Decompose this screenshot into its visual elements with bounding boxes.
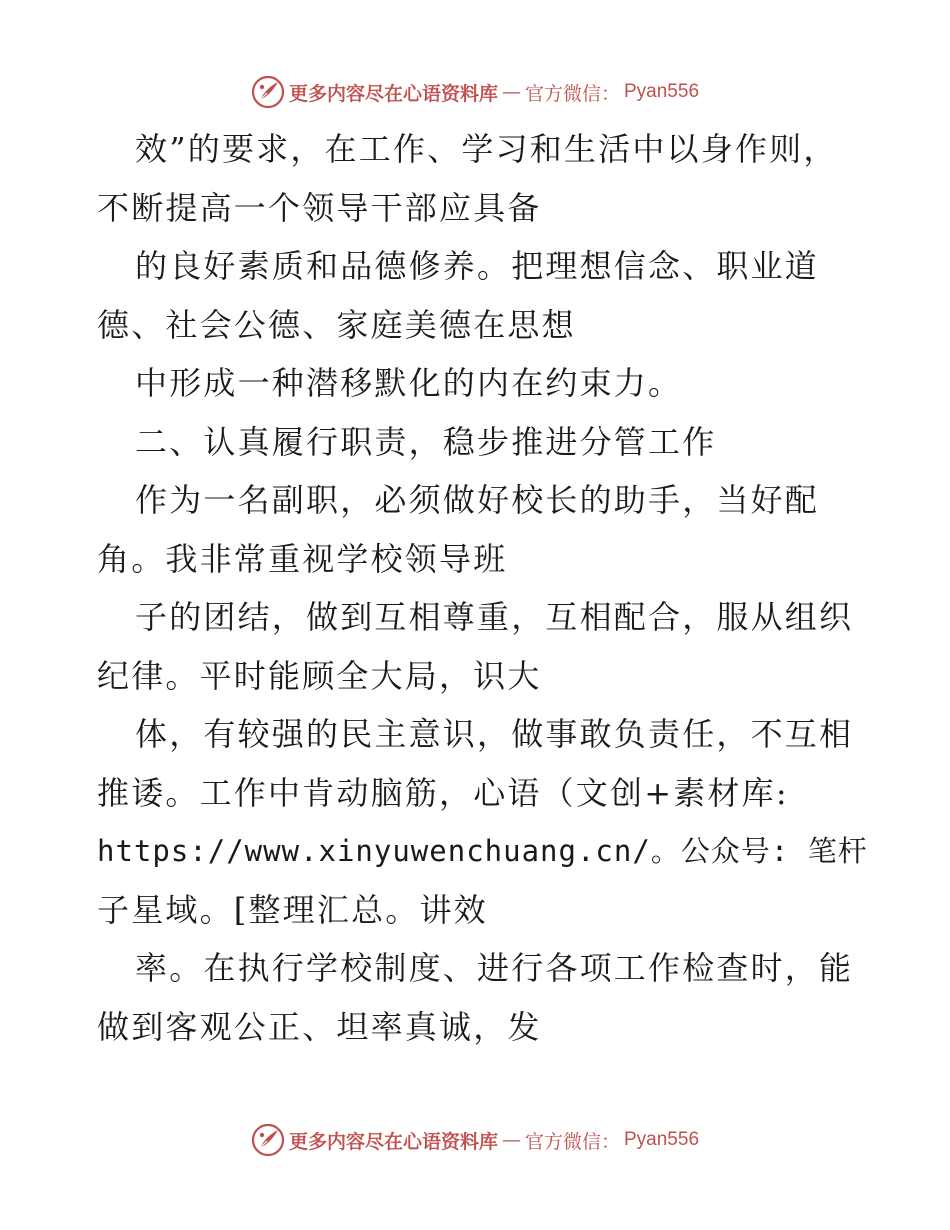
body-line: 德、社会公德、家庭美德在思想 [97, 305, 576, 344]
header-watermark-banner [0, 72, 950, 112]
footer-wechat-label: 官方微信： [524, 1130, 620, 1153]
section-heading: 二、认真履行职责，稳步推进分管工作 [135, 422, 717, 461]
feather-pen-logo-icon [251, 75, 285, 109]
body-line: 纪律。平时能顾全大局，识大 [97, 656, 542, 695]
header-separator: — [501, 81, 521, 103]
footer-separator: — [501, 1129, 521, 1151]
body-line: 效”的要求，在工作、学习和生活中以身作则， [135, 130, 838, 168]
body-line: 做到客观公正、坦率真诚，发 [97, 1007, 542, 1046]
document-body [97, 120, 868, 1056]
body-line: 子星域。[整理汇总。讲效 [97, 890, 488, 929]
header-site-text: 更多内容尽在心语资料库 [288, 82, 498, 105]
body-line: 体，有较强的民主意识，做事敢负责任，不互相 [135, 715, 854, 753]
footer-site-text: 更多内容尽在心语资料库 [288, 1130, 498, 1153]
footer-wechat-id: Pyan556 [624, 1129, 700, 1150]
body-line: 角。我非常重视学校领导班 [97, 539, 508, 578]
body-line: 推诿。工作中肯动脑筋，心语（文创+素材库: [97, 773, 789, 812]
body-line: 作为一名副职，必须做好校长的助手，当好配 [135, 481, 820, 519]
body-line: 子的团结，做到互相尊重，互相配合，服从组织 [135, 598, 854, 636]
footer-watermark-banner [0, 1120, 950, 1160]
body-line: 的良好素质和品德修养。把理想信念、职业道 [135, 247, 820, 285]
body-line: 率。在执行学校制度、进行各项工作检查时，能 [135, 949, 854, 987]
header-wechat-id: Pyan556 [624, 81, 700, 102]
header-wechat-label: 官方微信： [524, 82, 620, 105]
body-line: 中形成一种潜移默化的内在约束力。 [135, 364, 683, 402]
feather-pen-logo-icon [251, 1123, 285, 1157]
body-line-url: https://www.xinyuwenchuang.cn/。公众号: 笔杆 [97, 834, 868, 868]
body-line: 不断提高一个领导干部应具备 [97, 188, 542, 227]
